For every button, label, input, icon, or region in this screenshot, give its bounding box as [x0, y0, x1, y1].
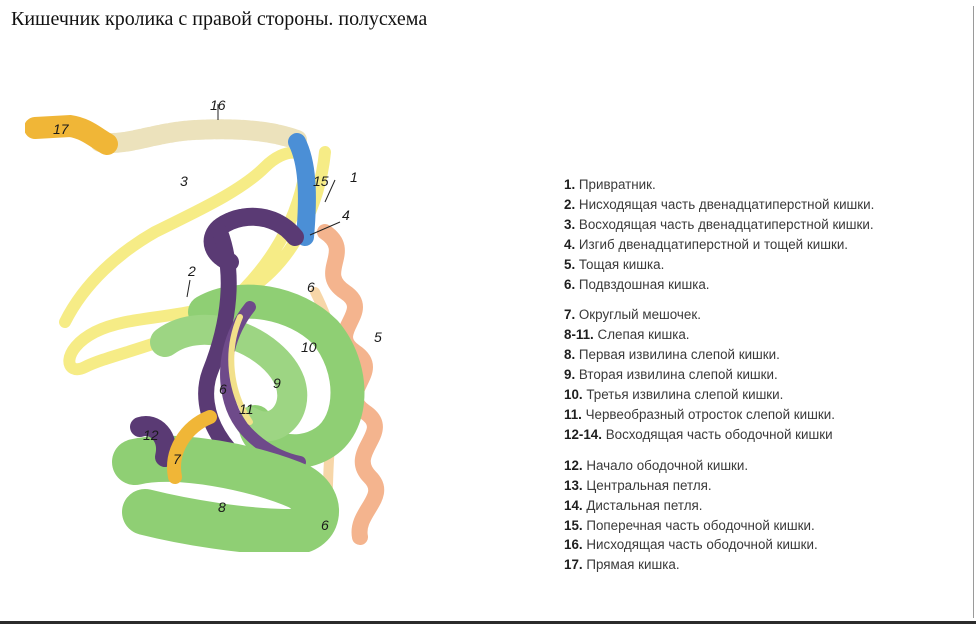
- page-title: Кишечник кролика с правой стороны. полусхема: [11, 8, 428, 30]
- intestine-diagram: [25, 92, 420, 552]
- legend-item: 7. Округлый мешочек.: [564, 307, 701, 323]
- legend-item: 15. Поперечная часть ободочной кишки.: [564, 517, 815, 533]
- legend-item: 2. Нисходящая часть двенадцатиперстной кишки.: [564, 196, 875, 212]
- legend-group: [564, 175, 964, 294]
- legend-item: 9. Вторая извилина слепой кишки.: [564, 367, 778, 383]
- legend-group: [564, 305, 964, 444]
- caecum-loop-8: [135, 459, 316, 532]
- diagram-label: 1: [350, 169, 358, 185]
- diagram-label: 6: [321, 517, 329, 533]
- legend-item: 13. Центральная петля.: [564, 477, 712, 493]
- rectum: [35, 126, 107, 144]
- legend-item: 11. Червеобразный отросток слепой кишки.: [564, 406, 835, 422]
- legend-item: 1. Привратник.: [564, 177, 656, 192]
- diagram-label: 17: [53, 121, 69, 137]
- leader-line: [187, 280, 190, 297]
- diagram-label: 15: [313, 173, 329, 189]
- diagram-label: 3: [180, 173, 188, 189]
- legend-item: 12. Начало ободочной кишки.: [564, 457, 749, 473]
- intestine-illustration: [25, 92, 420, 552]
- frame-border: [973, 6, 974, 618]
- diagram-label: 10: [301, 339, 317, 355]
- diagram-label: 16: [210, 97, 226, 113]
- diagram-label: 12: [143, 427, 159, 443]
- diagram-label: 2: [188, 263, 196, 279]
- diagram-label: 5: [374, 329, 382, 345]
- legend-item: 6. Подвздошная кишка.: [564, 276, 710, 292]
- legend-item: 14. Дистальная петля.: [564, 497, 703, 513]
- legend-item: 17. Прямая кишка.: [564, 557, 680, 573]
- diagram-label: 7: [173, 451, 181, 467]
- legend-item: 10. Третья извилина слепой кишки.: [564, 387, 784, 403]
- legend-item: 8. Первая извилина слепой кишки.: [564, 347, 780, 363]
- diagram-label: 4: [342, 207, 350, 223]
- legend-item: 4. Изгиб двенадцатиперстной и тощей кишки.: [564, 236, 849, 252]
- legend-item: 3. Восходящая часть двенадцатиперстной кишки.: [564, 216, 874, 232]
- legend-group: [564, 456, 964, 575]
- legend-item: 16. Нисходящая часть ободочной кишки.: [564, 537, 818, 553]
- legend-item: 5. Тощая кишка.: [564, 256, 665, 272]
- legend: [564, 175, 964, 586]
- diagram-label: 6: [219, 381, 227, 397]
- diagram-label: 9: [273, 375, 281, 391]
- legend-item: 12-14. Восходящая часть ободочной кишки: [564, 426, 833, 442]
- diagram-label: 6: [307, 279, 315, 295]
- diagram-label: 8: [218, 499, 226, 515]
- transverse-colon: [297, 142, 307, 237]
- descending-colon: [100, 129, 297, 143]
- legend-item: 8-11. Слепая кишка.: [564, 327, 690, 343]
- diagram-label: 11: [239, 401, 254, 417]
